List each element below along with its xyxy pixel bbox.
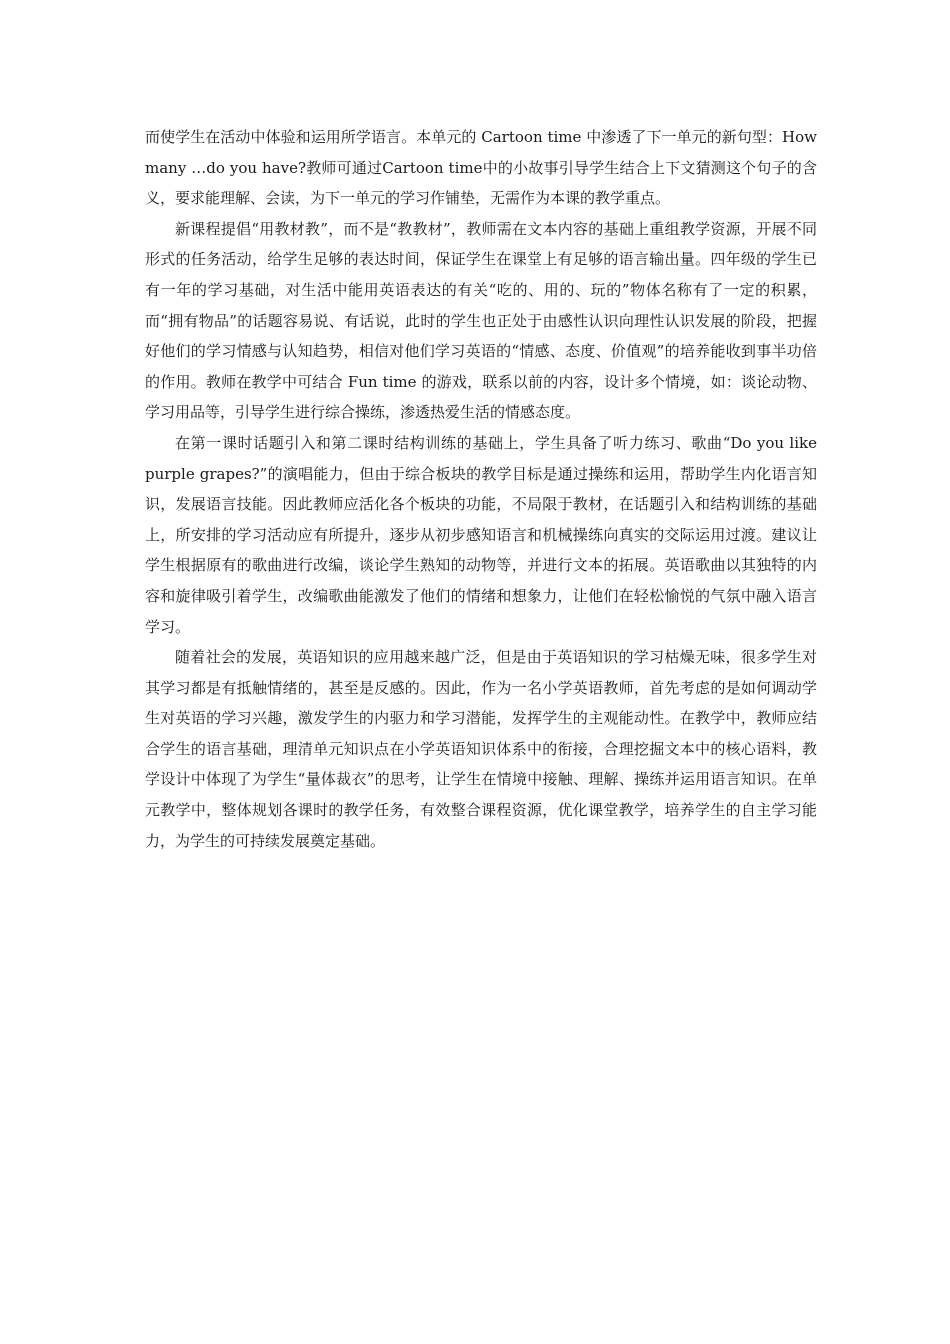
paragraph-4: 随着社会的发展，英语知识的应用越来越广泛，但是由于英语知识的学习枯燥无味，很多学生对其学习都是有抵触情绪的，甚至是反感的。因此，作为一名小学英语教师，首先考虑的是如何调动学生对英语的学习兴趣，激发学生的内驱力和学习潜能，发挥学生的主观能动性。在教学中，教师应结合学生的语言基础，理清单元知识点在小学英语知识体系中的衔接，合理挖掘文本中的核心语料，教学设计中体现了为学生“量体裁衣”的思考，让学生在情境中接触、理解、操练并运用语言知识。在单元教学中，整体规划各课时的教学任务，有效整合课程资源，优化课堂教学，培养学生的自主学习能力，为学生的可持续发展奠定基础。: [145, 648, 817, 850]
paragraph-3: 在第一课时话题引入和第二课时结构训练的基础上，学生具备了听力练习、歌曲“Do you like purple grapes?”的演唱能力，但由于综合板块的教学目标是通过操练和运用，帮助学生内化语言知识，发展语言技能。因此教师应活化各个板块的功能，不局限于教材，在话题引入和结构训练的基础上，所安排的学习活动应有所提升，逐步从初步感知语言和机械操练向真实的交际运用过渡。建议让学生根据原有的歌曲进行改编，谈论学生熟知的动物等，并进行文本的拓展。英语歌曲以其独特的内容和旋律吸引着学生，改编歌曲能激发了他们的情绪和想象力，让他们在轻松愉悦的气氛中融入语言学习。: [145, 433, 817, 636]
paragraph-2: 新课程提倡“用教材教”，而不是“教教材”，教师需在文本内容的基础上重组教学资源，开展不同形式的任务活动，给学生足够的表达时间，保证学生在课堂上有足够的语言输出量。四年级的学生已有一年的学习基础，对生活中能用英语表达的有关“吃的、用的、玩的”物体名称有了一定的积累，而“拥有物品”的话题容易说、有话说，此时的学生也正处于由感性认识向理性认识发展的阶段，把握好他们的学习情感与认知趋势，相信对他们学习英语的“情感、态度、价值观”的培养能收到事半功倍的作用。教师在教学中可结合 Fun time 的游戏，联系以前的内容，设计多个情境，如：谈论动物、学习用品等，引导学生进行综合操练，渗透热爱生活的情感态度。: [145, 219, 817, 422]
document-body: [145, 122, 817, 856]
paragraph-1: 而使学生在活动中体验和运用所学语言。本单元的 Cartoon time 中渗透了下一单元的新句型：How many …do you have?教师可通过Cartoon time中的小故事引导学生结合上下文猜测这个句子的含义，要求能理解、会读，为下一单元的学习作铺垫，无需作为本课的教学重点。: [145, 128, 817, 208]
